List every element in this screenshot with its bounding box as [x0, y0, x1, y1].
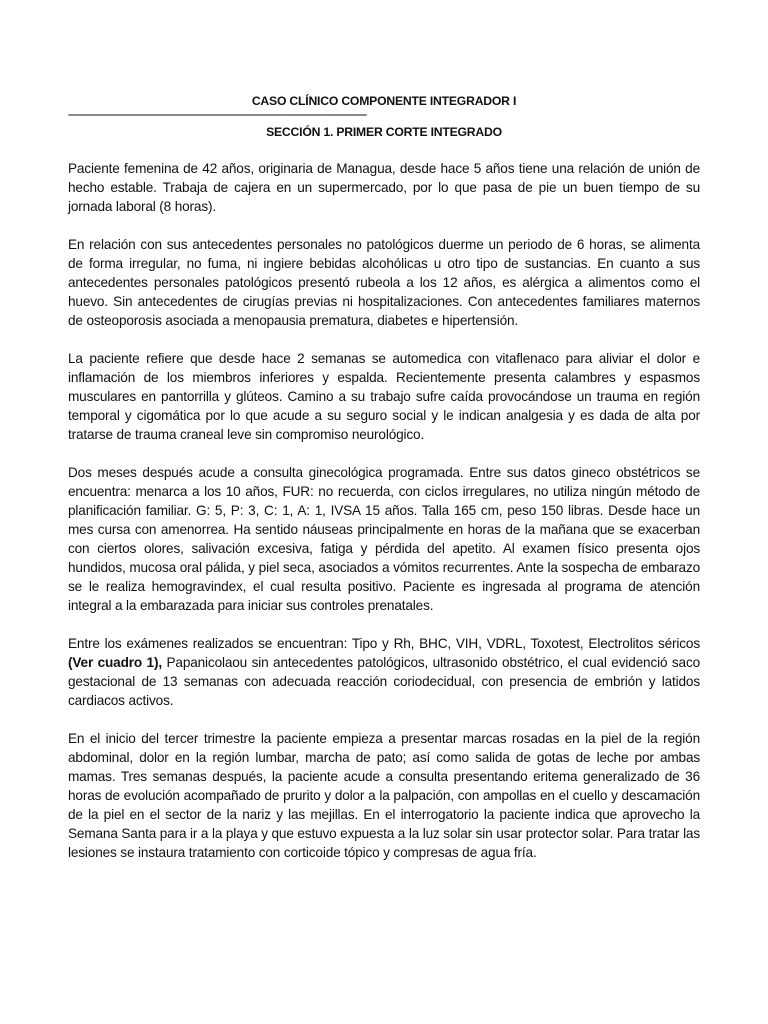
paragraph-gynecologic-consult: Dos meses después acude a consulta ginecológica programada. Entre sus datos gineco obstétricos se encuentra: menarca a los 10 años, FUR: no recuerda, con ciclos irregulares, no utiliza ningún método de planificación familiar. G: 5, P: 3, C: 1, A: 1, IVSA 15 años. Talla 165 cm, peso 150 libras. Desde hace un mes cursa con amenorrea. Ha sentido náuseas principalmente en horas de la mañana que se exacerban con ciertos olores, salivación excesiva, fatiga y pérdida del apetito. Al examen físico presenta ojos hundidos, mucosa oral pálida, y piel seca, asociados a vómitos recurrentes. Ante la sospecha de embarazo se le realiza hemogravindex, el cual resulta positivo. Paciente es ingresada al programa de atención integral a la embarazada para iniciar sus controles prenatales.	[68, 465, 700, 613]
section-heading: SECCIÓN 1. PRIMER CORTE INTEGRADO	[266, 125, 502, 139]
document-body	[68, 159, 700, 881]
paragraph-third-trimester: En el inicio del tercer trimestre la paciente empieza a presentar marcas rosadas en la piel de la región abdominal, dolor en la región lumbar, marcha de pato; así como salida de gotas de leche por ambas mamas. Tres semanas después, la paciente acude a consulta presentando eritema generalizado de 36 horas de evolución acompañado de prurito y dolor a la palpación, con ampollas en el cuello y descamación de la piel en el sector de la nariz y las mejillas. En el interrogatorio la paciente indica que aprovecho la Semana Santa para ir a la playa y que estuvo expuesta a la luz solar sin usar protector solar. Para tratar las lesiones se instaura tratamiento con corticoide tópico y compresas de agua fría.	[68, 731, 700, 860]
paragraph-patient-intro: Paciente femenina de 42 años, originaria de Managua, desde hace 5 años tiene una relación de unión de hecho estable. Trabaja de cajera en un supermercado, por lo que pasa de pie un buen tiempo de su jornada laboral (8 horas).	[68, 161, 700, 214]
paragraph-lab-exams	[68, 634, 700, 710]
dashed-separator: -------------------------------------------------------------------------------------------------------------------------------------------------------------------------	[68, 110, 367, 119]
paragraph-self-medication-fall: La paciente refiere que desde hace 2 semanas se automedica con vitaflenaco para aliviar el dolor e inflamación de los miembros inferiores y espalda. Recientemente presenta calambres y espasmos musculares en pantorrilla y glúteos. Camino a su trabajo sufre caída provocándose un trauma en región temporal y cigomática por lo que acude a su seguro social y le indican analgesia y es dada de alta por tratarse de trauma craneal leve sin compromiso neurológico.	[68, 351, 700, 442]
lab-exams-text-end: Papanicolaou sin antecedentes patológicos, ultrasonido obstétrico, el cual evidenció saco gestacional de 13 semanas con adecuada reacción coriodecidual, con presencia de embrión y latidos cardiacos activos.	[68, 655, 701, 708]
table-reference: (Ver cuadro 1),	[68, 655, 162, 670]
paragraph-personal-history: En relación con sus antecedentes personales no patológicos duerme un periodo de 6 horas, se alimenta de forma irregular, no fuma, ni ingiere bebidas alcohólicas u otro tipo de sustancias. En cuanto a sus antecedentes personales patológicos presentó rubeola a los 12 años, es alérgica a alimentos como el huevo. Sin antecedentes de cirugías previas ni hospitalizaciones. Con antecedentes familiares maternos de osteoporosis asociada a menopausia prematura, diabetes e hipertensión.	[68, 237, 700, 328]
lab-exams-text-start: Entre los exámenes realizados se encuentran: Tipo y Rh, BHC, VIH, VDRL, Toxotest, Electrolitos séricos	[68, 636, 700, 651]
document-title: CASO CLÍNICO COMPONENTE INTEGRADOR I	[251, 94, 517, 108]
